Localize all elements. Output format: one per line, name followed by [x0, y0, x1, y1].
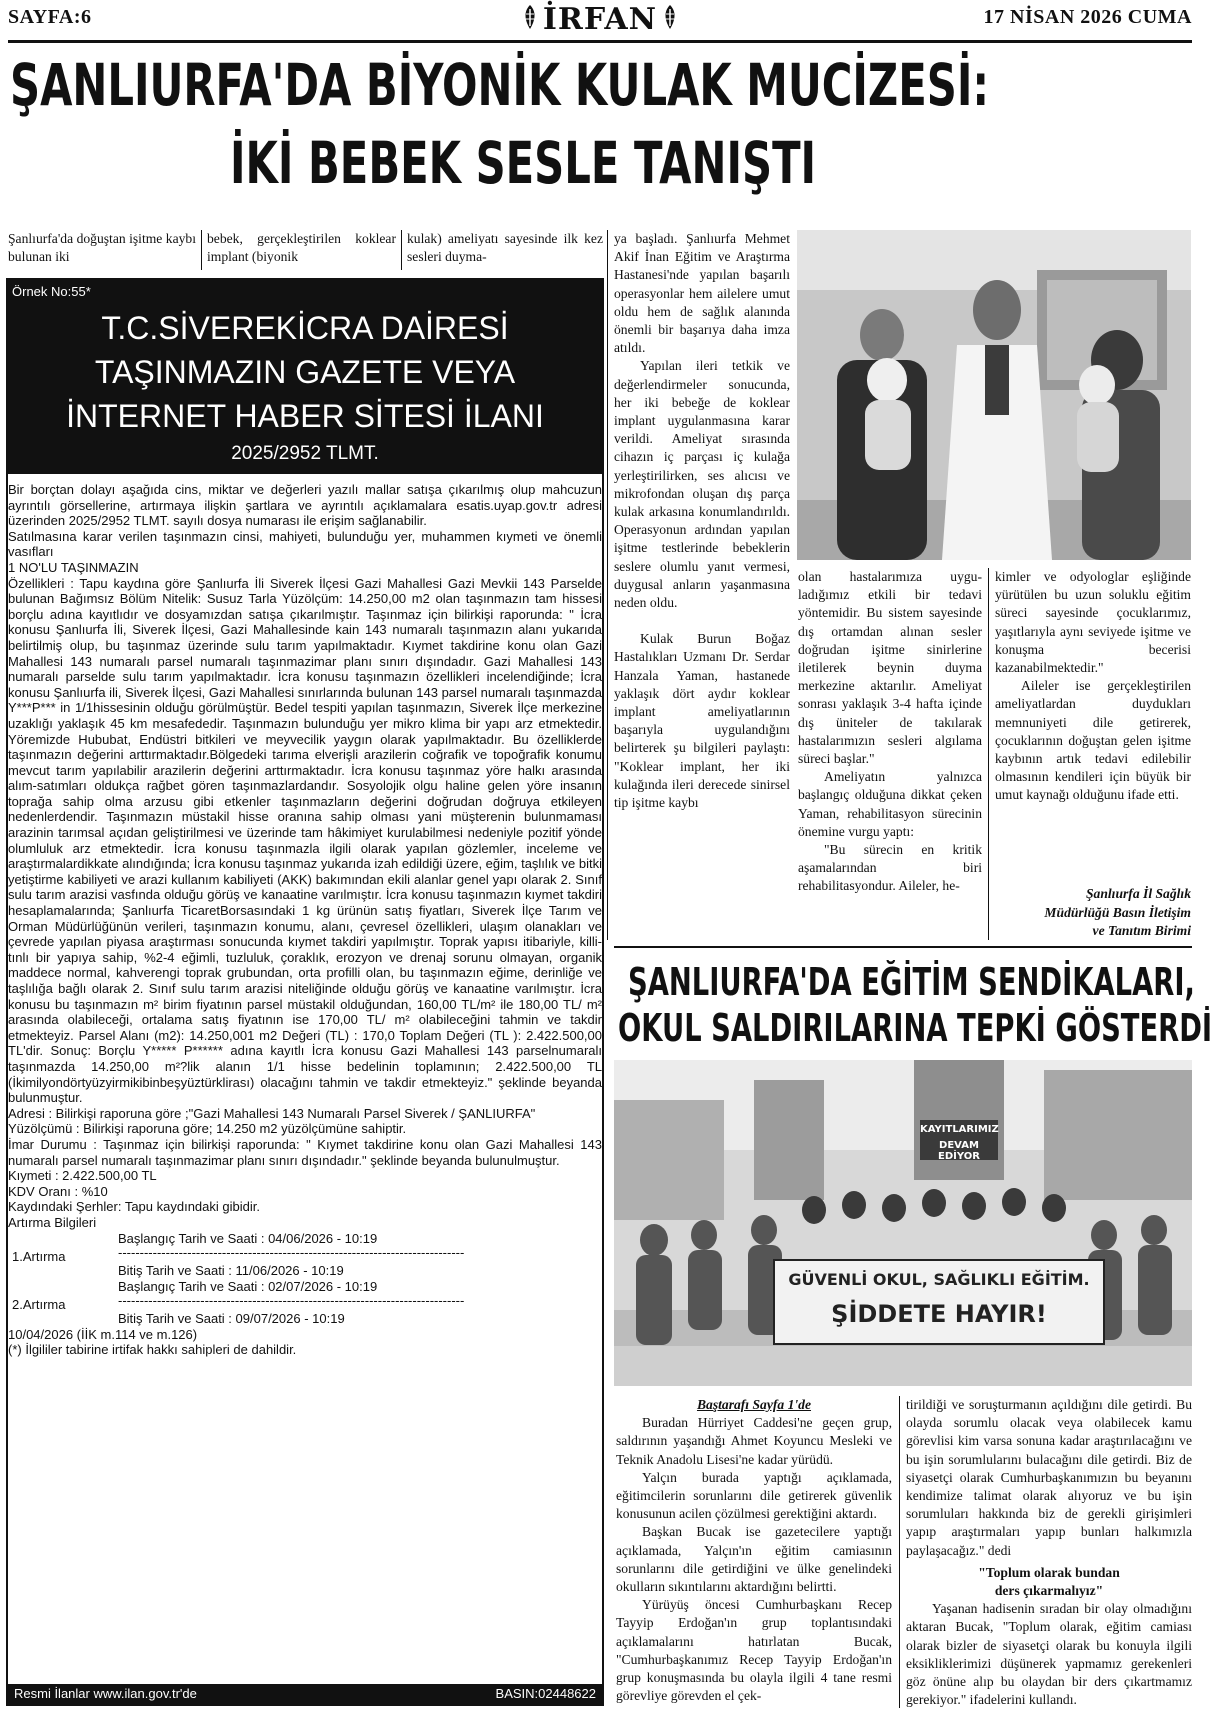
billboard-line1: KAYITLARIMIZ	[920, 1124, 999, 1135]
protest-march-image	[614, 1060, 1192, 1386]
story1-col6: kimler ve odyologlar eşliğinde yürütülen bu uzun soluklu eğitim süreci sayesinde çocuklarımız, yaşıtlarıyla aynı seviyede işitme ve konuşma becerisi kazanabilmektedir." Aileler ise gerçekleştirilen ameliyatlardan duydukları memnuniyeti dile getirerek, çocuklarının doğuştan gelen işitme kaybının artık tedavi edilebilir olmasının kendileri için büyük bir umut kaynağı olduğunu ifade etti.	[995, 569, 1191, 803]
auction2-end: Bitiş Tarih ve Saati : 09/07/2026 - 10:19	[118, 1310, 345, 1326]
column-divider	[201, 230, 202, 270]
subhead: "Toplum olarak bundan	[978, 1564, 1120, 1580]
story1-col5: olan hastalarımıza uygu-ladığımız etkili bir tedavi yöntemidir. Bu sistem sayesinde dış ortamdan alınan sesler doğrudan işitme sinirlerine iletilerek beynin duyma merkezine aktarılır. Ameliyat sonrası yaklaşık 3-4 hafta içinde dış üniteler de takılarak hastalarımızın sesleri algılama süreci başlar." Ameliyatın yalnızca başlangıç olduğuna dikkat çeken Yaman, rehabilitasyon sürecinin önemine vurgu yaptı: "Bu sürecin en kritik aşamalarından biri rehabilitasyondur. Aileler, he-	[798, 569, 982, 894]
hospital-family-photo	[797, 230, 1191, 560]
notice-title-line1: T.C.SİVEREKİCRA DAİRESİ	[101, 310, 509, 346]
notice-paragraph: 1 NO'LU TAŞINMAZIN	[8, 559, 139, 575]
column-divider	[401, 230, 402, 270]
story1-col4: ya başladı. Şanlıurfa Mehmet Akif İnan Eğitim ve Araştırma Hastanesi'nde yapılan başarılı operasyonlar hem ailelere umut oldu hem de sağlık alanında önemli bir başarıya daha imza atıldı. Yapılan ileri tetkik ve değerlendirmeler sonucunda, her iki bebeğe de koklear implant uygulanmasına karar verildi. Ameliyat sırasında cihazın iç parçası iç kulağa yerleştirilirken, ses alıcısı ve mikrofondan oluşan dış parça kulak arkasına konumlandırıldı. Operasyonun ardından yapılan işitme testlerinde bebeklerin seslere olumlu yanıt vermesi, duygusal anların yaşanmasına neden oldu. Kulak Burun Boğaz Hastalıkları Uzmanı Dr. Serdar Hanzala Yaman, hastanede yaklaşık dört aydır koklear implant ameliyatlarının başarıyla uygulandığını belirterek şu bilgileri paylaştı: "Koklear implant, her iki kulağında ileri derecede sinirsel tip işitme kaybı	[614, 231, 790, 811]
ornament-left-icon	[521, 4, 539, 35]
legal-notice-header	[6, 278, 604, 474]
protest-banner-line1: GÜVENLİ OKUL, SAĞLIKLI EĞİTİM.	[788, 1270, 1090, 1289]
story2-col1: Baştarafı Sayfa 1'de Buradan Hürriyet Caddesi'ne geçen grup, saldırının yaşandığı Ahmet Koyuncu Mesleki ve Teknik Anadolu Lisesi'ne kadar yürüdü. Yalçın burada yaptığı açıklamada, eğitimcilerin sorunlarını dile getirerek güvenlik konusunun acilen çözülmesi gerektiğini aktardı. Başkan Bucak ise gazetecilere yaptığı açıklamada, Yalçın'ın eğitim camiasının sorunlarını dile getirdiğini ve ülke genelindeki okulların sıkıntılarını aktardığını belirtti. Yürüyüş öncesi Cumhurbaşkanı Recep Tayyip Erdoğan'ın grup toplantısındaki açıklamalarını hatırlatan Bucak, "Cumhurbaşkanımız Recep Tayyip Erdoğan'ın grup konuşmasında bu olayla ilgili 4 tane resmi görevliye görevden el çek-	[616, 1397, 892, 1704]
sample-number: Örnek No:55*	[12, 284, 91, 299]
main-headline-line1: ŞANLIURFA'DA BİYONİK KULAK MUCİZESİ:	[10, 51, 990, 119]
notice-file-number: 2025/2952 TLMT.	[231, 443, 379, 464]
auction1-dashes: --------------------------------------------------------------------------------	[118, 1244, 465, 1260]
story1-intro-col2: bebek, gerçekleştirilen koklear implant (biyonik	[207, 231, 396, 265]
story1-photo	[797, 230, 1191, 560]
continued-from: Baştarafı Sayfa 1'de	[696, 1397, 812, 1412]
legal-notice-footer	[8, 1684, 602, 1704]
notice-paragraph: Artırma Bilgileri	[8, 1214, 97, 1230]
auction2-start: Başlangıç Tarih ve Saati : 02/07/2026 - 10:19	[118, 1278, 378, 1294]
notice-footnote: (*) İlgililer tabirine irtifak hakkı sahipleri de dahildir.	[8, 1342, 297, 1358]
section-divider	[614, 946, 1192, 948]
auction2-dashes: --------------------------------------------------------------------------------	[118, 1292, 465, 1308]
subhead: ders çıkarmalıyız"	[994, 1583, 1104, 1599]
notice-paragraph: Yüzölçümü : Bilirkişi raporuna göre; 14.250 m2 yüzölçümüne sahiptir.	[8, 1121, 407, 1137]
notice-paragraph: Satılmasına karar verilen taşınmazın cinsi, mahiyeti, bulunduğu yer, muhammen kıymeti ve önemli vasıfları	[8, 528, 602, 560]
notice-date: 10/04/2026 (İİK m.114 ve m.126)	[8, 1326, 198, 1342]
notice-paragraph: Kaydındaki Şerhler: Tapu kaydındaki gibidir.	[8, 1199, 260, 1215]
story1-intro-col3: kulak) ameliyatı sayesinde ilk kez sesleri duyma-	[407, 231, 603, 265]
issue-date: 17 NİSAN 2026 CUMA	[983, 6, 1192, 28]
column-divider	[899, 1396, 900, 1708]
auction1-label: 1.Artırma	[12, 1248, 66, 1264]
story1-intro-col1: Şanlıurfa'da doğuştan işitme kaybı bulunan iki	[8, 231, 196, 265]
notice-paragraph: KDV Oranı : %10	[8, 1183, 108, 1199]
story1-source	[995, 885, 1191, 941]
notice-title-line3: İNTERNET HABER SİTESİ İLANI	[66, 398, 544, 434]
notice-paragraph: Özellikleri : Tapu kaydına göre Şanlıurfa İli Siverek İlçesi Gazi Mahallesi Gazi Mevkii 143 Parselde bulunan Bağımsız Bölüm Nitelik: Susuz Tarla Yüzölçüm: 14.250,00 m2 olan taşınmazın tam hissesi borçlu adına kayıtlıdır ve dosyamızdan satışa çıkarılmıştır. Taşınmaz için bilirkişi raporunda: " İcra konusu Şanlıurfa İli, Siverek İlçesi, Gazi Mahallesinde kain 143 numaralı taşınmazın alanı yukarıda belirtilmiş olup, bu taşınmaz üzerinde sulu tarım yapılmaktadır. Kıymet takdirine konu olan Gazi Mahallesi 143 numaralı parsel numaralı taşınmazimar planı sınırı dışındadır. Gazi Mahallesi 143 numaralı parselde sulu tarım yapılmaktadır. İcra konusu taşınmazın özellikleri incelendiğinde; İcra konusu Şanlıurfa ili, Siverek İlçesi, Gazi Mahallesi sınırlarında bulunan 143 parsel numaralı taşınmazda Y***P*** in 1/1hissesinin olduğu görülmüştür. Bedel tespiti yapılan taşınmazın, Siverek İlçe merkezine uzaklığı yaklaşık 45 km mesafededir. Taşınmazın bulunduğu yer mikro klima bir yapı arz etmektedir. Yöremizde Hububat, Endüstri bitkileri ve meyvecilik yaygın olarak yapılmaktadır. Bu özelliklerde taşınmazın değerini arttırmaktadır.Bölgedeki tarıma elverişli arazilerin coğrafik ve topoğrafik konumu mevcut tarım yapılabilir arazilerin değerini arttırmaktadır. İcra konusu taşınmaz yöre halkı arasında alım-satımları oldukça rağbet gören taşınmazlardandır. Sosyolojik olgu haline gelen yöre insanın toprağa sahip olma arzusu gibi etkenler taşınmazların değerini doğrudan doğruya etkileyen nedenlerdendir. Taşınmazın müstakil hisse oranına sahip olması yani müşterenin bulunmaması arazinin tarımsal açıdan geliştirilmesi ve üzerinde tam hâkimiyet kurulabilmesi nedeniyle pozitif yönde olumluluk arz etmektedir. İcra konusu taşınmazla ilgili olarak yapılan gözlemler, inceleme ve araştırmalardikkate alındığında; İcra konusu taşınmaz yukarıda izah edildiği üzere, eğim, taşlılık ve bitki yetiştirme kabiliyeti ve arazi kullanım kabiliyeti (AKK) bakımından ekili alanlar genel yapı olarak 2. Sınıf sulu tarım arazisi vasfında olduğu görüş ve kanaatine varılmıştır. İcra konusu taşınmazın kıymet takdiri hesaplamalarında; Şanlıurfa TicaretBorsasındaki 1 kg ürünün satış fiyatları, Siverek İlçe Tarım ve Orman Müdürlüğünün verileri, taşınmazın konumu, alanı, çevresel özellikleri, ulaşım olanakları ve çevrede yapılan piyasa araştırması sonucunda kıymet takdiri yapılmıştır. Toprak yapısı itibariyle, killi-tınlı bir yapıya sahip, %2-4 eğimli, tuzluluk, çoraklık, erozyon ve drenaj sorunu olmayan, organik maddece normal, kahverengi toprak grubundan, orta profilli olan, bu taşınmazın eğime, derinliğe ve taşlılığa bağlı olarak 2. Sınıf sulu tarım arazisi niteliğinde olduğu görüş ve kanaatine varılmıştır. İcra konusu bu taşınmazın m² birim fiyatının parsel müstakil olduğundan, 160,00 TL/m² ile 180,00 TL/ m² arasında olabileceği, ortalama satış fiyatının ise 170,00 TL/ m² olabileceğini tahmin ve takdir etmekteyiz. Parsel Alanı (m2): 14.250,001 m2 Değeri (TL) : 170,0 Toplam Değeri (TL ): 2.422.500,00 TL'dir. Sonuç: Borçlu Y***** P****** adına kayıtlı İcra konusu Gazi Mahallesi 143 parselnumaralı taşınmazda 14.250,00 m²?lik alanın 1/1 hisse bedelinin toplamının; 2.422.500,00 TL (İkimilyondörtyüzyirmikibinbeşyüztürklirası) olacağını tahmin ve takdir etmekteyiz." şeklinde beyanda bulunmuştur.	[8, 575, 602, 1106]
second-headline-line1: ŞANLIURFA'DA EĞİTİM SENDİKALARI,	[628, 960, 1195, 1004]
source-line: Müdürlüğü Basın İletişim	[1044, 904, 1191, 920]
column-divider	[607, 230, 608, 940]
auction-table	[8, 1231, 602, 1327]
story2-col2: tirildiği ve soruşturmanın açıldığını dile getirdi. Bu olayda sorumlu olacak veya olabilecek kamu görevlisi kim varsa sonuna kadar araştırılacağını ve bu işin sorumlularını bulacağını dile getirdi. Biz de siyasetçi olarak Cumhurbaşkanımızın bu beyanını kendimize talimat olarak alıyoruz ve bu işin sorumluları hakkında biz de gerekli girişimleri yapıp araştırmaları yapıp bunları halkımızla paylaşacağız." dedi "Toplum olarak bundan ders çıkarmalıyız" Yaşanan hadisenin sıradan bir olay olmadığını aktaran Bucak, "Toplum olarak, eğitim camiası olarak bizler de siyasetçi olarak bu konuyla ilgili eksikliklerimizi düşünerek yapmamız gerekenleri göz önüne alıp bu olaydan bir ders çıkartmamız gerekiyor." ifadelerini kullandı.	[906, 1397, 1192, 1708]
notice-paragraph: Kıymeti : 2.422.500,00 TL	[8, 1168, 157, 1184]
source-line: Şanlıurfa İl Sağlık	[1085, 886, 1191, 901]
auction2-label: 2.Artırma	[12, 1296, 66, 1312]
notice-title-line2: TAŞINMAZIN GAZETE VEYA	[94, 354, 516, 390]
protest-banner-line2: ŞİDDETE HAYIR!	[831, 1300, 1047, 1328]
newspaper-logo	[520, 2, 680, 36]
legal-notice-body	[8, 482, 602, 1358]
billboard-line2: DEVAM EDİYOR	[938, 1140, 980, 1162]
page-number: SAYFA:6	[8, 6, 92, 28]
logo-text: İRFAN	[542, 2, 658, 37]
masthead-rule	[8, 40, 1192, 43]
notice-paragraph: İmar Durumu : Taşınmaz için bilirkişi raporunda: " Kıymet takdirine konu olan Gazi Mahallesi 143 numaralı parsel numaralı taşınmazimar planı sınırı dışındadır." şeklinde beyanda bulunulmuştur.	[8, 1136, 602, 1168]
ornament-right-icon	[661, 4, 679, 35]
main-headline-line2: İKİ BEBEK SESLE TANIŞTI	[230, 129, 817, 197]
column-divider	[988, 568, 989, 940]
protest-photo	[614, 1060, 1192, 1386]
notice-paragraph: Bir borçtan dolayı aşağıda cins, miktar ve değerleri yazılı mallar satışa çıkarılmış olup mahcuzun ayrıntılı görsellerine, artırmaya ilişkin şartlara ve ayrıntılı açıklamalara esatis.uyap.gov.tr adresi üzerinden 2025/2952 TLMT. sayılı dosya numarası ile erişim sağlanabilir.	[8, 482, 602, 529]
footer-press-code: BASIN:02448622	[495, 1686, 596, 1701]
footer-website[interactable]: Resmi İlanlar www.ilan.gov.tr'de	[14, 1686, 197, 1701]
auction1-start: Başlangıç Tarih ve Saati : 04/06/2026 - 10:19	[118, 1230, 378, 1246]
second-headline-line2: OKUL SALDIRILARINA TEPKİ GÖSTERDİ	[618, 1006, 1212, 1050]
source-line: ve Tanıtım Birimi	[1092, 923, 1191, 938]
auction1-end: Bitiş Tarih ve Saati : 11/06/2026 - 10:19	[118, 1262, 344, 1278]
notice-paragraph: Adresi : Bilirkişi raporuna göre ;"Gazi Mahallesi 143 Numaralı Parsel Siverek / ŞANLIURFA"	[8, 1105, 536, 1121]
